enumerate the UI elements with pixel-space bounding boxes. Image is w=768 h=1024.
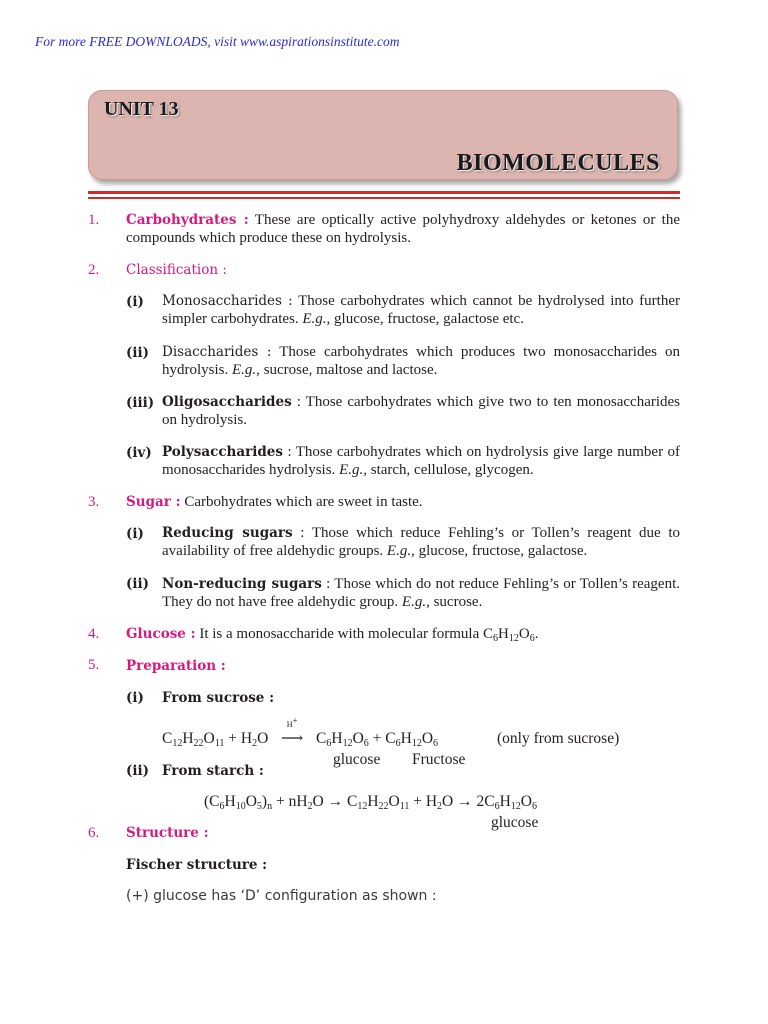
- roman-numeral: (iii): [126, 395, 155, 411]
- term-classification: Classification :: [126, 262, 227, 278]
- eg-label: E.g.,: [386, 543, 415, 559]
- section-number: 6.: [88, 825, 100, 841]
- catalyst-charge: +: [292, 715, 298, 726]
- equation-sucrose-hydrolysis: $C_{12}H_{22}O_{11} + H_2O$ H+ ⟶ $C_6H_{12}O_6 + C_6H_{12}O_6$: [162, 715, 439, 749]
- non-reducing-sugars-examples: sucrose.: [433, 594, 483, 610]
- section-number: 3.: [88, 494, 100, 510]
- unit-title: BIOMOLECULES: [456, 150, 660, 176]
- roman-numeral: (ii): [126, 763, 150, 779]
- promo-link[interactable]: For more FREE DOWNLOADS, visit www.aspirationsinstitute.com: [35, 34, 400, 49]
- carbohydrates-definition: These are optically active polyhydroxy aldehydes or ketones or the compounds which produce these on hydrolysis.: [126, 212, 680, 246]
- eg-label: E.g.,: [339, 462, 367, 478]
- disaccharides-definition: Those carbohydrates which produces two monosaccharides on hydrolysis.: [162, 344, 680, 378]
- catalyst-label: H+: [286, 715, 298, 729]
- item-non-reducing-sugars: [162, 575, 680, 611]
- section-sugar: [126, 493, 423, 511]
- term-preparation: Preparation :: [126, 658, 226, 674]
- item-polysaccharides: [162, 443, 680, 479]
- term-polysaccharides: Polysaccharides: [162, 444, 283, 460]
- non-reducing-sugars-definition: : Those which do not reduce Fehling’s or Tollen’s reagent. They do not have free aldehydic group.: [162, 576, 680, 610]
- eg-label: E.g.,: [232, 362, 260, 378]
- section-number: 5.: [88, 657, 100, 673]
- section-number: 2.: [88, 262, 100, 278]
- term-disaccharides: Disaccharides :: [162, 344, 272, 360]
- item-monosaccharides: [162, 292, 680, 328]
- eg-label: E.g.,: [401, 594, 430, 610]
- subheading-from-starch: From starch :: [162, 763, 264, 779]
- section-carbohydrates: [126, 211, 680, 247]
- roman-numeral: (ii): [126, 576, 150, 592]
- roman-numeral: (ii): [126, 345, 150, 361]
- term-structure: Structure :: [126, 825, 209, 841]
- glucose-configuration-caption: (+) glucose has ‘D’ configuration as shown :: [126, 888, 437, 904]
- product-label-glucose: glucose: [333, 751, 381, 768]
- item-reducing-sugars: [162, 524, 680, 560]
- term-oligosaccharides: Oligosaccharides: [162, 394, 292, 410]
- term-sugar: Sugar :: [126, 494, 181, 510]
- disaccharides-examples: sucrose, maltose and lactose.: [263, 362, 438, 378]
- roman-numeral: (i): [126, 294, 144, 310]
- term-non-reducing-sugars: Non-reducing sugars: [162, 576, 322, 592]
- unit-label: UNIT 13: [104, 98, 179, 120]
- polysaccharides-definition: : Those carbohydrates which on hydrolysis give large number of monosaccharides hydrolysis.: [162, 444, 680, 478]
- section-number: 4.: [88, 626, 100, 642]
- oligosaccharides-definition: : Those carbohydrates which give two to ten monosaccharides on hydrolysis.: [162, 394, 681, 428]
- term-reducing-sugars: Reducing sugars: [162, 525, 293, 541]
- monosaccharides-definition: Those carbohydrates which cannot be hydrolysed into further simpler carbohydrates.: [162, 293, 680, 327]
- sugar-definition: Carbohydrates which are sweet in taste.: [184, 494, 423, 510]
- roman-numeral: (i): [126, 690, 144, 706]
- roman-numeral: (iv): [126, 445, 152, 461]
- roman-numeral: (i): [126, 526, 144, 542]
- product-label-fructose: Fructose: [412, 751, 466, 768]
- section-number: 1.: [88, 212, 100, 228]
- eg-label: E.g.,: [302, 311, 331, 327]
- item-oligosaccharides: [162, 393, 680, 429]
- term-carbohydrates: Carbohydrates :: [126, 212, 249, 228]
- reaction-arrow: H+ ⟶: [272, 730, 312, 748]
- monosaccharides-examples: glucose, fructose, galactose etc.: [334, 311, 524, 327]
- section-glucose: [126, 625, 538, 643]
- equation-note: (only from sucrose): [497, 730, 620, 747]
- glucose-formula: $C_6H_{12}O_6$.: [482, 626, 539, 644]
- item-disaccharides: [162, 343, 680, 379]
- term-glucose: Glucose :: [126, 626, 196, 642]
- polysaccharides-examples: starch, cellulose, glycogen.: [370, 462, 534, 478]
- subheading-from-sucrose: From sucrose :: [162, 690, 275, 706]
- equation-starch-hydrolysis: $(C_6H_{10}O_5)_n + nH_2O \to C_{12}H_{22}O_{11} + H_2O \to 2C_6H_{12}O_6$: [204, 793, 537, 812]
- product-label-glucose-2: glucose: [491, 814, 539, 831]
- glucose-definition: It is a monosaccharide with molecular formula: [199, 626, 480, 642]
- term-monosaccharides: Monosaccharides :: [162, 293, 293, 309]
- subheading-fischer-structure: Fischer structure :: [126, 857, 268, 873]
- reducing-sugars-definition: : Those which reduce Fehling’s or Tollen’s reagent due to availability of free aldehydic groups.: [162, 525, 681, 559]
- reducing-sugars-examples: glucose, fructose, galactose.: [418, 543, 588, 559]
